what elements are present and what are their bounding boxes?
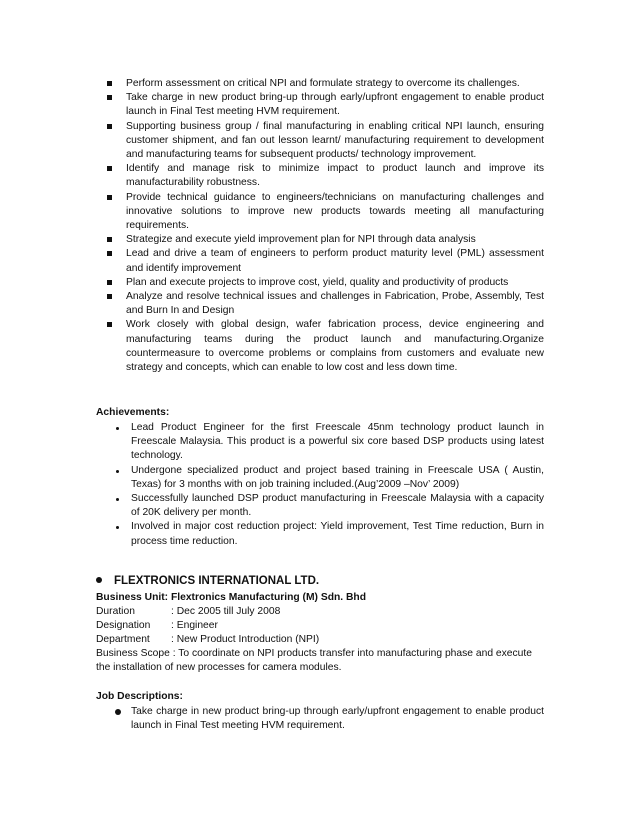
list-item: Lead Product Engineer for the first Freescale 45nm technology product launch in Freescale Malaysia. This product is a powerful six core based DSP products using latest technology. <box>114 421 544 464</box>
responsibility-list <box>107 77 544 375</box>
list-item: Provide technical guidance to engineers/technicians on manufacturing challenges and innovative solutions to improve new products towards meeting all manufacturing requirements. <box>107 191 544 234</box>
designation-label: Designation <box>96 620 151 631</box>
company-heading <box>96 574 319 588</box>
department-label: Department <box>96 634 150 645</box>
list-item: Undergone specialized product and project based training in Freescale USA ( Austin, Texas) for 3 months with on job training included.(Aug’2009 –Nov’ 2009) <box>114 464 544 492</box>
list-item: Work closely with global design, wafer fabrication process, device engineering and manufacturing teams during the product launch and manufacturing.Organize countermeasure to overcome problems or complains from customers and evaluate new strategy and concepts, which can enable to low cost and less down time. <box>107 318 544 375</box>
company-name: FLEXTRONICS INTERNATIONAL LTD. <box>114 575 320 587</box>
achievements-list <box>114 421 544 549</box>
bullet-icon <box>96 577 102 583</box>
job-description-list <box>114 705 544 733</box>
department-row <box>96 633 546 647</box>
list-item: Perform assessment on critical NPI and formulate strategy to overcome its challenges. <box>107 77 544 91</box>
list-item: Lead and drive a team of engineers to perform product maturity level (PML) assessment and identify improvement <box>107 247 544 275</box>
list-item: Analyze and resolve technical issues and challenges in Fabrication, Probe, Assembly, Test and Burn In and Design <box>107 290 544 318</box>
list-item: Plan and execute projects to improve cost, yield, quality and productivity of products <box>107 276 544 290</box>
achievements-heading: Achievements: <box>96 407 170 418</box>
designation-row <box>96 619 546 633</box>
list-item: Strategize and execute yield improvement plan for NPI through data analysis <box>107 233 544 247</box>
business-scope: Business Scope : To coordinate on NPI products transfer into manufacturing phase and execute the installation of new processes for camera modules. <box>96 648 532 674</box>
designation-value: : Engineer <box>171 620 218 631</box>
duration-label: Duration <box>96 606 135 617</box>
list-item: Take charge in new product bring-up through early/upfront engagement to enable product launch in Final Test meeting HVM requirement. <box>107 91 544 119</box>
list-item: Supporting business group / final manufacturing in enabling critical NPI launch, ensuring customer shipment, and fan out lesson learnt/ manufacturing requirement to development and manufacturing teams for subsequent products/ technology improvement. <box>107 120 544 163</box>
list-item: Take charge in new product bring-up through early/upfront engagement to enable product launch in Final Test meeting HVM requirement. <box>114 705 544 733</box>
department-value: : New Product Introduction (NPI) <box>171 634 320 645</box>
list-item: Identify and manage risk to minimize impact to product launch and improve its manufacturability robustness. <box>107 162 544 190</box>
duration-row <box>96 605 546 619</box>
list-item: Involved in major cost reduction project: Yield improvement, Test Time reduction, Burn in process time reduction. <box>114 520 544 548</box>
list-item: Successfully launched DSP product manufacturing in Freescale Malaysia with a capacity of 20K delivery per month. <box>114 492 544 520</box>
business-unit: Business Unit: Flextronics Manufacturing (M) Sdn. Bhd <box>96 592 367 603</box>
duration-value: : Dec 2005 till July 2008 <box>171 606 281 617</box>
job-descriptions-heading: Job Descriptions: <box>96 691 183 702</box>
